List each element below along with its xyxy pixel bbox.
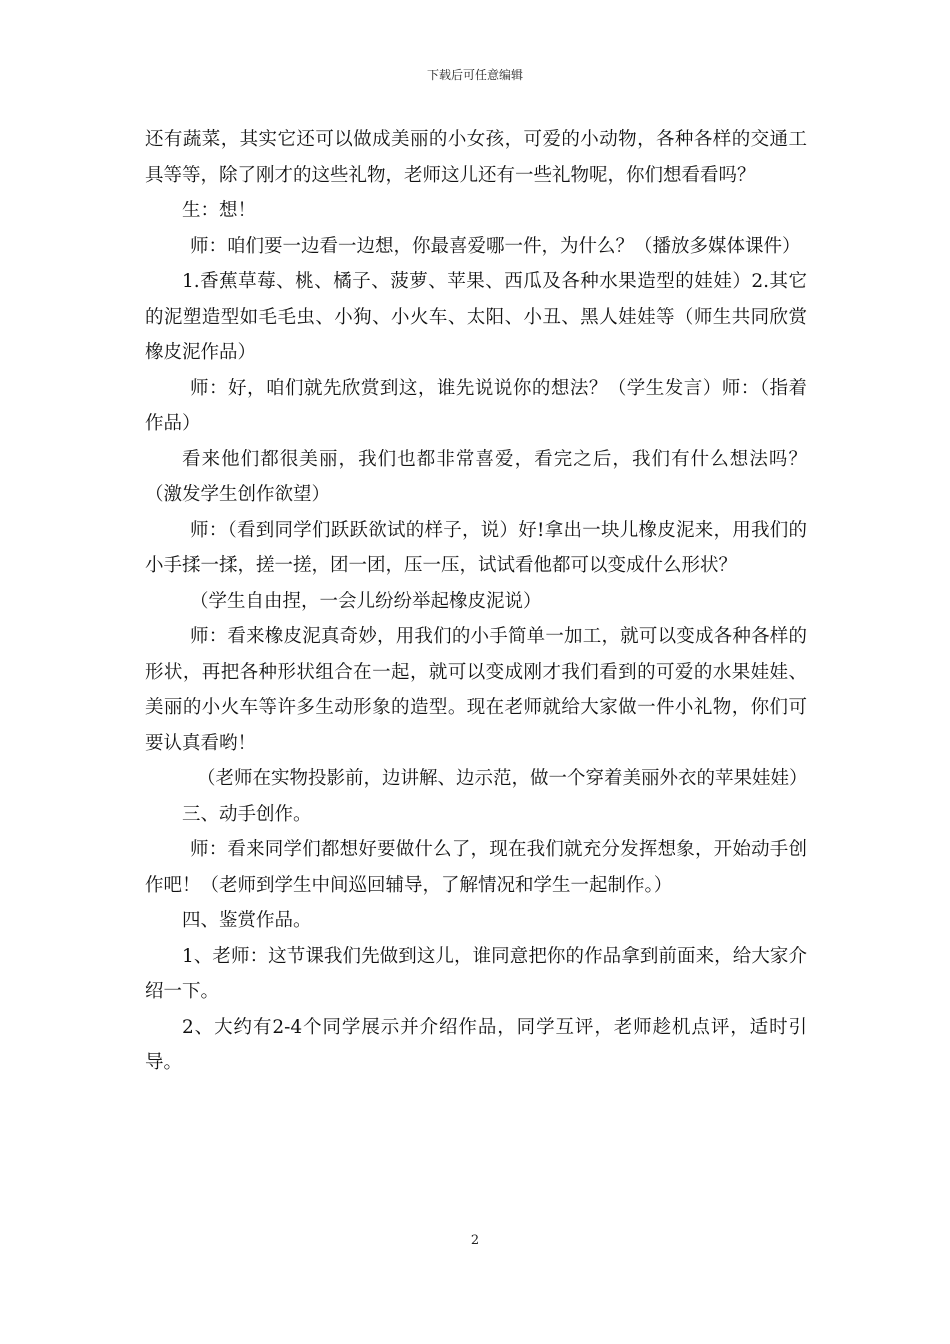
- paragraph: 师：好，咱们就先欣赏到这，谁先说说你的想法？（学生发言）师：（指着作品）: [145, 377, 807, 434]
- paragraph: 师：看来同学们都想好要做什么了，现在我们就充分发挥想象，开始动手创作吧！（老师到学生中间巡回辅导，了解情况和学生一起制作。）: [145, 839, 807, 896]
- paragraph: 师：咱们要一边看一边想，你最喜爱哪一件，为什么？（播放多媒体课件）: [190, 235, 801, 257]
- paragraph: 1.香蕉草莓、桃、橘子、菠萝、苹果、西瓜及各种水果造型的娃娃）2.其它的泥塑造型如毛毛虫、小狗、小火车、太阳、小丑、黑人娃娃等（师生共同欣赏橡皮泥作品）: [145, 271, 807, 363]
- paragraph: 2、大约有2-4个同学展示并介绍作品，同学互评，老师趁机点评，适时引导。: [145, 1016, 807, 1073]
- page-header: 下载后可任意编辑: [426, 68, 523, 82]
- page-number: 2: [470, 1233, 480, 1248]
- paragraph: （学生自由捏，一会儿纷纷举起橡皮泥说）: [190, 590, 542, 612]
- paragraph: 还有蔬菜，其实它还可以做成美丽的小女孩，可爱的小动物，各种各样的交通工具等等，除了刚才的这些礼物，老师这儿还有一些礼物呢，你们想看看吗？: [145, 129, 807, 186]
- paragraph: 生：想！: [182, 200, 257, 221]
- paragraph: 师：看来橡皮泥真奇妙，用我们的小手简单一加工，就可以变成各种各样的形状，再把各种形状组合在一起，就可以变成刚才我们看到的可爱的水果娃娃、美丽的小火车等许多生动形象的造型。现在老师就给大家做一件小礼物，你们可要认真看哟！: [145, 626, 807, 754]
- section-heading: 三、动手创作。: [182, 803, 312, 825]
- paragraph: 师：（看到同学们跃跃欲试的样子，说）好!拿出一块儿橡皮泥来，用我们的小手揉一揉，搓一搓，团一团，压一压，试试看他都可以变成什么形状？: [145, 519, 807, 576]
- paragraph: 1、老师：这节课我们先做到这儿，谁同意把你的作品拿到前面来，给大家介绍一下。: [145, 945, 807, 1002]
- paragraph: 看来他们都很美丽，我们也都非常喜爱，看完之后，我们有什么想法吗？（激发学生创作欲望）: [145, 448, 807, 505]
- paragraph: （老师在实物投影前，边讲解、边示范，做一个穿着美丽外衣的苹果娃娃）: [197, 768, 808, 789]
- document-body: [145, 122, 807, 1081]
- section-heading: 四、鉴赏作品。: [182, 910, 312, 931]
